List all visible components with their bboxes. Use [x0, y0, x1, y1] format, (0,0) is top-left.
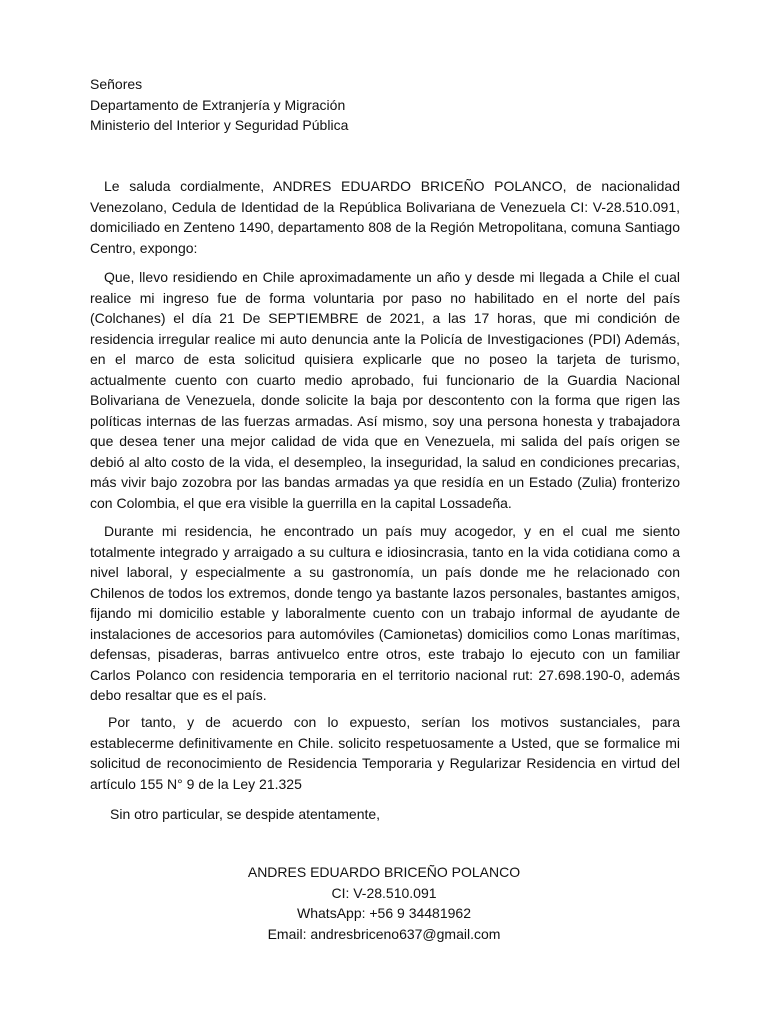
addressee-block: [90, 74, 348, 136]
addressee-department: Departamento de Extranjería y Migración: [90, 96, 346, 113]
addressee-ministry: Ministerio del Interior y Seguridad Pública: [90, 117, 349, 133]
paragraph-request: Por tanto, y de acuerdo con lo expuesto, serían los motivos sustanciales, para establecerme definitivamente en Chile. solicito respetuosamente a Usted, que se formalice mi solicitud de reconocimiento de Residencia Temporaria y Regularizar Residencia en virtud del artículo 155 N° 9 de la Ley 21.325: [90, 714, 680, 792]
signature-ci: CI: V-28.510.091: [331, 884, 437, 901]
addressee-salutation: Señores: [90, 76, 143, 92]
signature-name: ANDRES EDUARDO BRICEÑO POLANCO: [247, 864, 521, 880]
signature-whatsapp: WhatsApp: +56 9 34481962: [297, 905, 471, 921]
paragraph-closing: Sin otro particular, se despide atentamente,: [110, 806, 381, 822]
signature-block: [184, 862, 584, 944]
paragraph-integration: Durante mi residencia, he encontrado un país muy acogedor, y en el cual me siento totalmente integrado y arraigado a su cultura e idiosincrasia, tanto en la vida cotidiana como a nivel laboral, y especialmente a su gastronomía, un país donde me he relacionado con Chilenos de todos los extremos, donde tengo ya bastante lazos personales, bastantes amigos, fijando mi domicilio estable y laboralmente cuento con un trabajo informal de ayudante de instalaciones de accesorios para automóviles (Camionetas) domicilios como Lonas marítimas, defensas, pisaderas, barras antivuelco entre otros, este trabajo lo ejecuto con un familiar Carlos Polanco con residencia temporaria en el territorio nacional rut: 27.698.190-0, además debo resaltar que es el país.: [90, 523, 680, 703]
signature-email: Email: andresbriceno637@gmail.com: [267, 925, 501, 942]
paragraph-residence-history: Que, llevo residiendo en Chile aproximadamente un año y desde mi llegada a Chile el cual realice mi ingreso fue de forma voluntaria por paso no habilitado en el norte del país (Colchanes) el día 21 De SEPTIEMBRE de 2021, a las 17 horas, que mi condición de residencia irregular realice mi auto denuncia ante la Policía de Investigaciones (PDI) Además, en el marco de esta solicitud quisiera explicarle que no poseo la tarjeta de turismo, actualmente cuento con cuarto medio aprobado, fui funcionario de la Guardia Nacional Bolivariana de Venezuela, donde solicite la baja por descontento con la forma que rigen las políticas internas de las fuerzas armadas. Así mismo, soy una persona honesta y trabajadora que desea tener una mejor calidad de vida que en Venezuela, mi salida del país origen se debió al alto costo de la vida, el desempleo, la inseguridad, la salud en condiciones precarias, más vivir bajo zozobra por las bandas armadas ya que residía en un Estado (Zulia) fronterizo con Colombia, el que era visible la guerrilla en la capital Lossadeña.: [90, 269, 680, 511]
paragraph-intro: Le saluda cordialmente, ANDRES EDUARDO BRICEÑO POLANCO, de nacionalidad Venezolano, Cedula de Identidad de la República Bolivariana de Venezuela CI: V-28.510.091, domiciliado en Zenteno 1490, departamento 808 de la Región Metropolitana, comuna Santiago Centro, expongo:: [90, 178, 680, 256]
